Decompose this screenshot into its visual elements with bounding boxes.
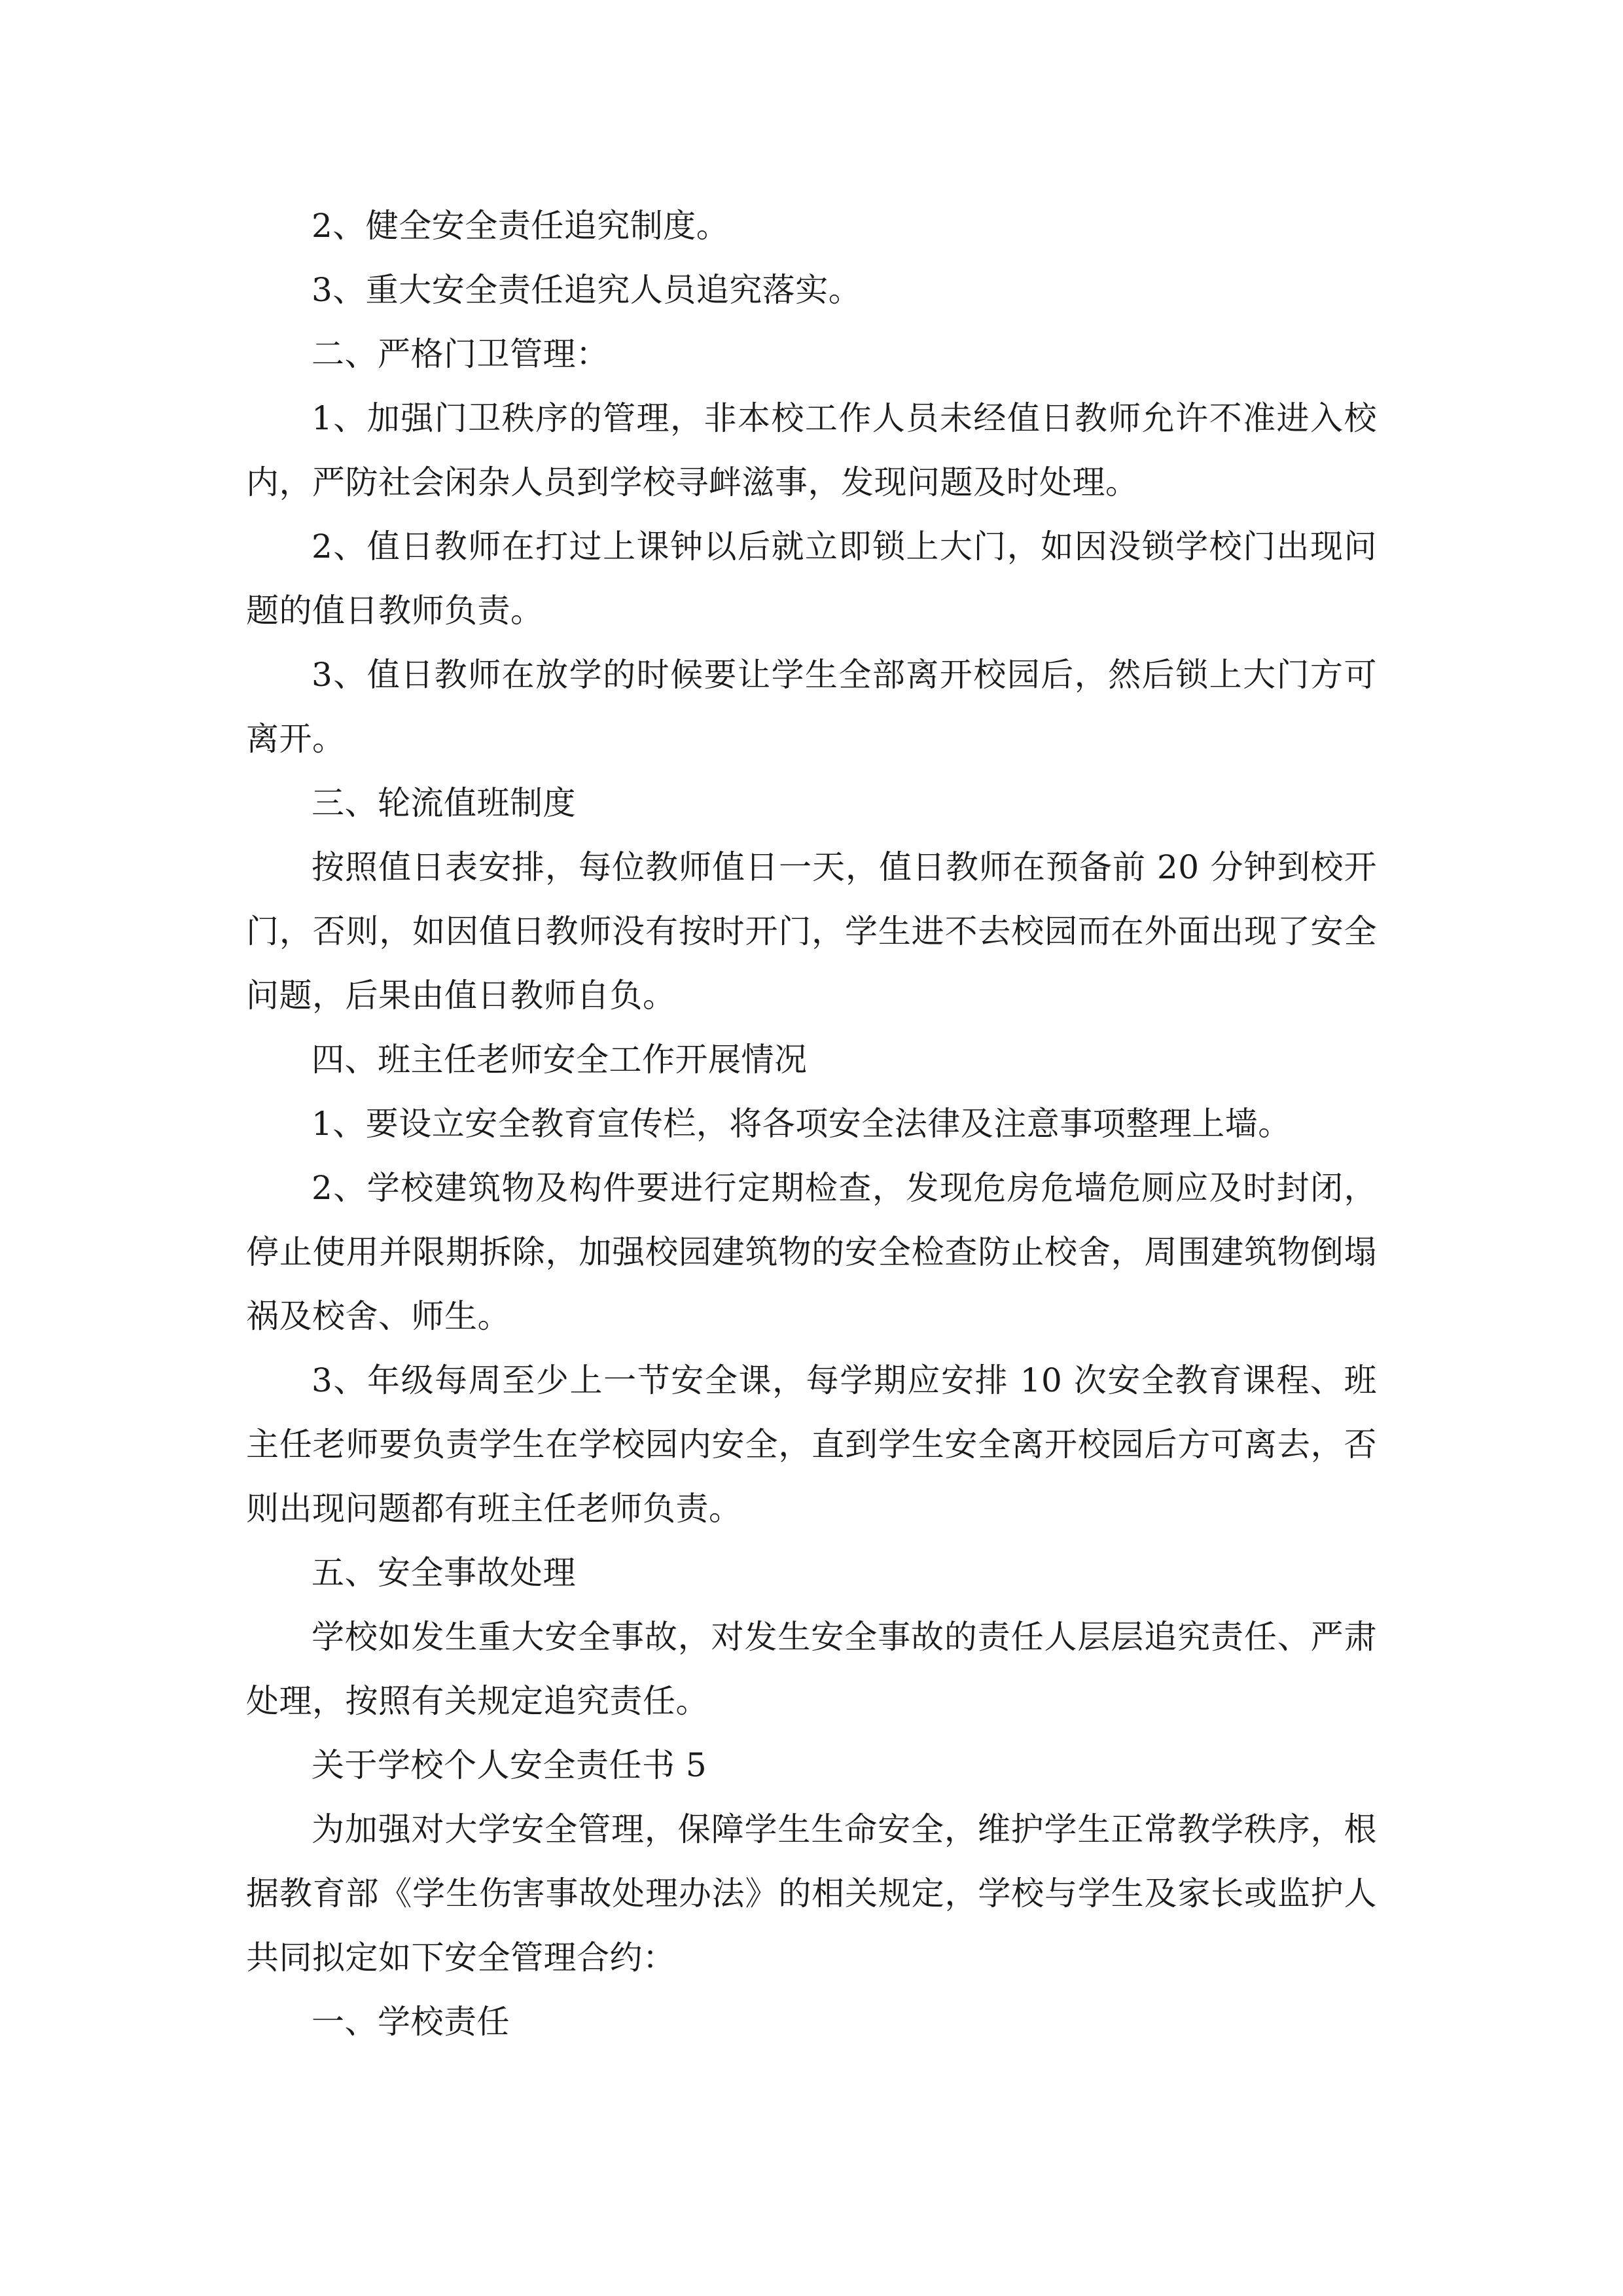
paragraph: 3、年级每周至少上一节安全课，每学期应安排 10 次安全教育课程、班主任老师要负责学生在学校园内安全，直到学生安全离开校园后方可离去，否则出现问题都有班主任老师负责。 xyxy=(246,1361,1377,1528)
paragraph: 为加强对大学安全管理，保障学生生命安全，维护学生正常教学秩序，根据教育部《学生伤害事故处理办法》的相关规定，学校与学生及家长或监护人共同拟定如下安全管理合约： xyxy=(246,1810,1377,1977)
paragraph: 1、要设立安全教育宣传栏，将各项安全法律及注意事项整理上墙。 xyxy=(312,1105,1291,1143)
paragraph: 3、值日教师在放学的时候要让学生全部离开校园后，然后锁上大门方可离开。 xyxy=(246,656,1377,758)
document-body xyxy=(246,194,1377,2054)
section-heading: 三、轮流值班制度 xyxy=(312,784,576,822)
section-heading: 五、安全事故处理 xyxy=(312,1554,576,1592)
document-title: 关于学校个人安全责任书 5 xyxy=(312,1746,707,1784)
paragraph: 2、健全安全责任追究制度。 xyxy=(312,207,730,245)
paragraph: 3、重大安全责任追究人员追究落实。 xyxy=(312,271,862,309)
paragraph: 按照值日表安排，每位教师值日一天，值日教师在预备前 20 分钟到校开门，否则，如因值日教师没有按时开门，学生进不去校园而在外面出现了安全问题，后果由值日教师自负。 xyxy=(246,848,1377,1014)
section-heading: 二、严格门卫管理： xyxy=(312,335,609,373)
paragraph: 2、学校建筑物及构件要进行定期检查，发现危房危墙危厕应及时封闭，停止使用并限期拆除，加强校园建筑物的安全检查防止校舍，周围建筑物倒塌祸及校舍、师生。 xyxy=(246,1169,1377,1335)
section-heading: 四、班主任老师安全工作开展情况 xyxy=(312,1041,808,1079)
paragraph: 2、值日教师在打过上课钟以后就立即锁上大门，如因没锁学校门出现问题的值日教师负责。 xyxy=(246,528,1377,630)
section-heading: 一、学校责任 xyxy=(312,2003,510,2041)
paragraph: 学校如发生重大安全事故，对发生安全事故的责任人层层追究责任、严肃处理，按照有关规定追究责任。 xyxy=(246,1618,1377,1720)
paragraph: 1、加强门卫秩序的管理，非本校工作人员未经值日教师允许不准进入校内，严防社会闲杂人员到学校寻衅滋事，发现问题及时处理。 xyxy=(246,399,1377,501)
